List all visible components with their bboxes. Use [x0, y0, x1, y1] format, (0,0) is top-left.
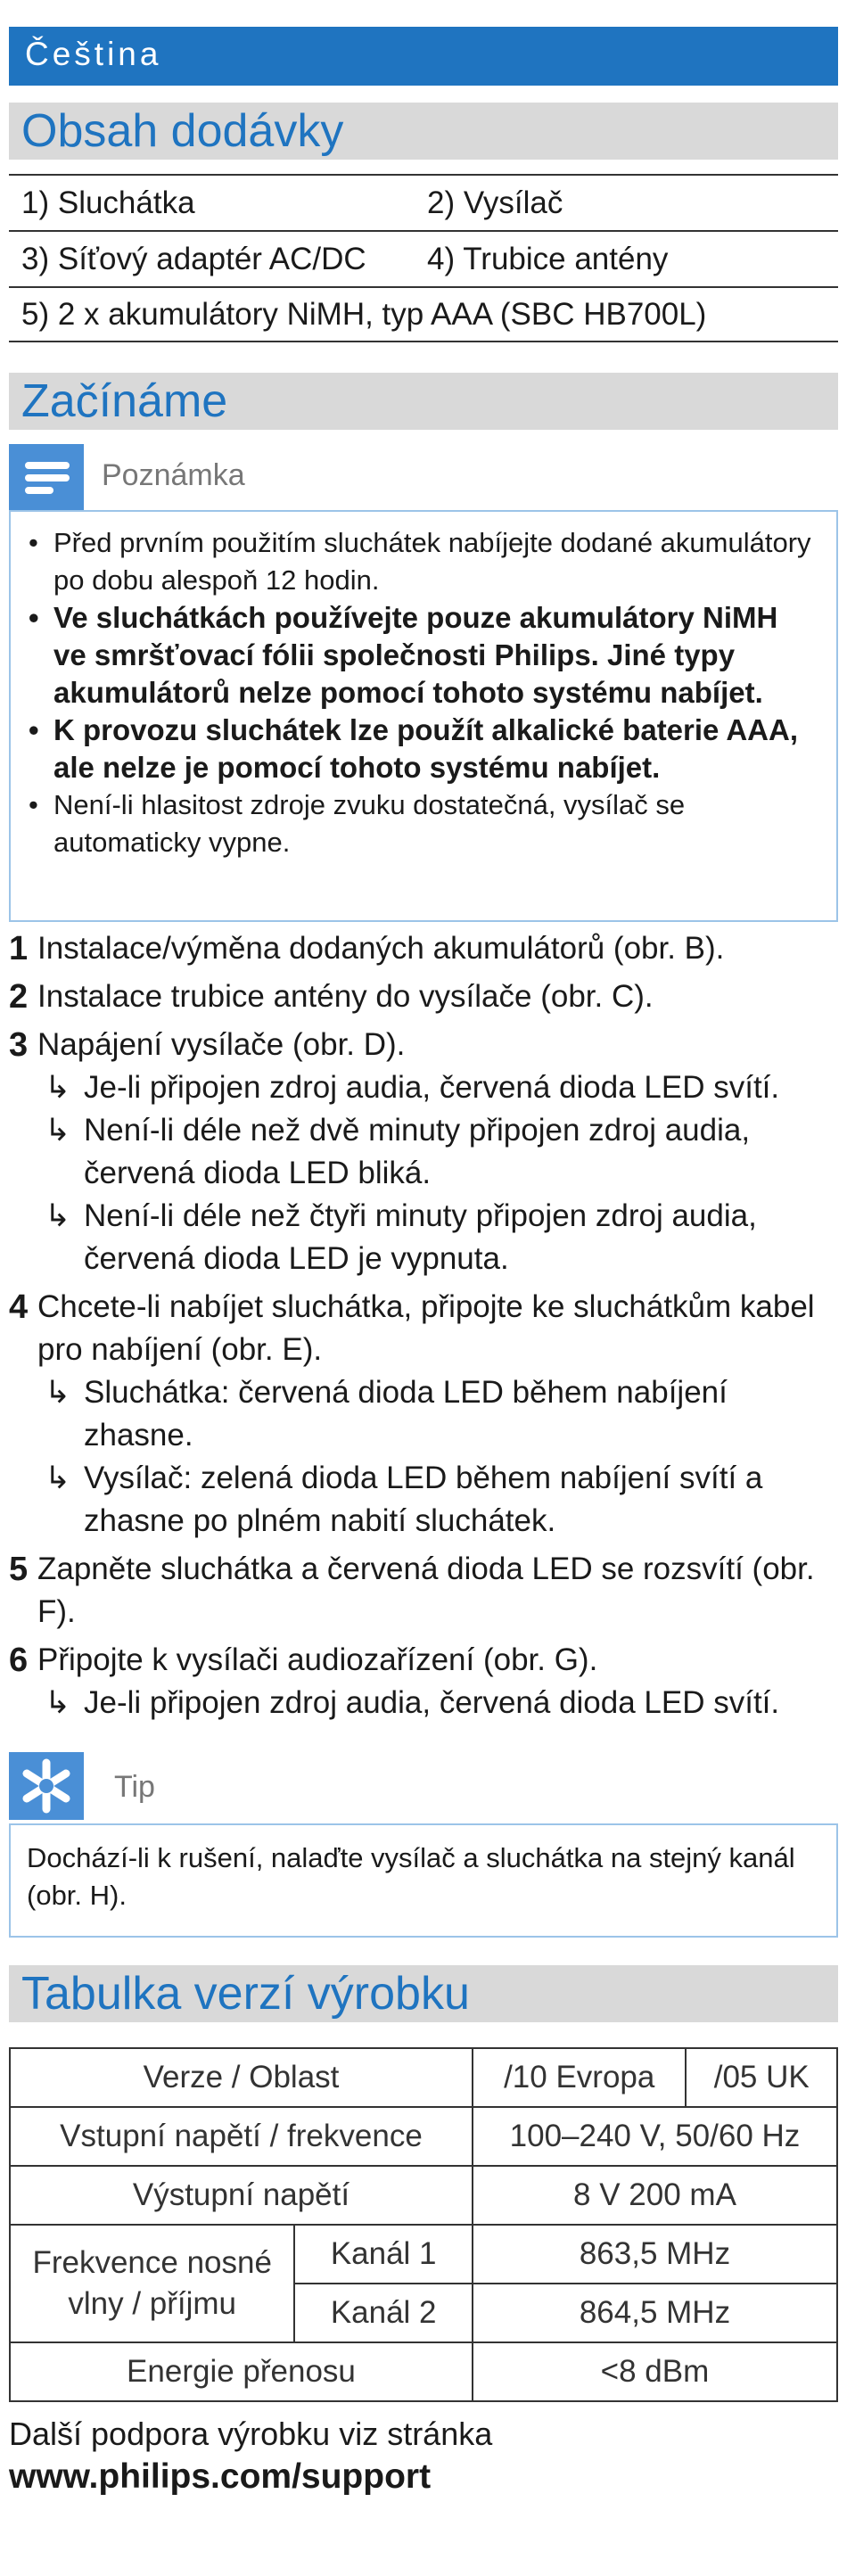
step-result [9, 1682, 838, 1724]
result-arrow-icon: ↳ [45, 1461, 71, 1495]
table-cell: Frekvence nosné vlny / příjmu [10, 2225, 294, 2342]
contents-item: 4) Trubice antény [427, 241, 669, 276]
support-text: Další podpora výrobku viz stránka [9, 2416, 493, 2452]
table-cell: Verze / Oblast [10, 2048, 473, 2107]
table-cell: <8 dBm [473, 2342, 837, 2401]
table-cell: 863,5 MHz [473, 2225, 837, 2284]
result-arrow-icon: ↳ [45, 1070, 71, 1105]
contents-row [9, 286, 838, 342]
contents-row [9, 174, 838, 230]
result-text: Není-li déle než čtyři minuty připojen zdroj audia, červená dioda LED je vypnuta. [84, 1198, 757, 1276]
step-number: 5 [9, 1551, 29, 1588]
contents-row [9, 230, 838, 286]
table-cell: /05 UK [686, 2048, 837, 2107]
note-box [9, 510, 838, 922]
setup-steps [9, 927, 838, 1724]
step [9, 927, 838, 970]
step-number: 4 [9, 1288, 29, 1326]
step-number: 3 [9, 1026, 29, 1064]
table-cell: Energie přenosu [10, 2342, 473, 2401]
table-row [10, 2166, 837, 2225]
step-text: Napájení vysílače (obr. D). [37, 1027, 406, 1062]
result-text: Je-li připojen zdroj audia, červená dioda LED svítí. [84, 1070, 780, 1105]
table-cell: 8 V 200 mA [473, 2166, 837, 2225]
table-row [10, 2225, 837, 2284]
contents-item: 3) Síťový adaptér AC/DC [21, 241, 366, 276]
contents-item: 1) Sluchátka [21, 185, 195, 220]
step-number: 6 [9, 1642, 29, 1679]
step [9, 975, 838, 1018]
result-arrow-icon: ↳ [45, 1375, 71, 1410]
table-cell: Kanál 1 [294, 2225, 473, 2284]
step-result [9, 1066, 838, 1109]
result-arrow-icon: ↳ [45, 1198, 71, 1233]
table-cell: /10 Evropa [473, 2048, 687, 2107]
table-cell: Vstupní napětí / frekvence [10, 2107, 473, 2166]
tip-box [9, 1823, 838, 1938]
step [9, 1548, 838, 1634]
language-bar: Čeština [9, 27, 838, 86]
getting-started-heading: Začínáme [9, 373, 838, 430]
step-number: 1 [9, 930, 29, 967]
table-row [10, 2342, 837, 2401]
step [9, 1024, 838, 1066]
step-text: Zapněte sluchátka a červená dioda LED se rozsvítí (obr. F). [37, 1551, 815, 1629]
result-arrow-icon: ↳ [45, 1113, 71, 1148]
result-text: Je-li připojen zdroj audia, červená dioda LED svítí. [84, 1685, 780, 1720]
result-arrow-icon: ↳ [45, 1685, 71, 1720]
note-item: • Ve sluchátkách používejte pouze akumulátory NiMH ve smršťovací fólii společnosti Philips. Jiné typy akumulátorů nelze pomocí tohoto systému nabíjet. [27, 599, 818, 712]
versions-heading: Tabulka verzí výrobku [9, 1965, 838, 2022]
contents-item: 5) 2 x akumulátory NiMH, typ AAA (SBC HB700L) [21, 296, 707, 332]
step-result [9, 1109, 838, 1195]
version-spec-table [9, 2047, 838, 2402]
table-row [10, 2048, 837, 2107]
step-text: Připojte k vysílači audiozařízení (obr. G). [37, 1642, 598, 1677]
tip-text: Dochází-li k rušení, nalaďte vysílač a sluchátka na stejný kanál (obr. H). [27, 1842, 795, 1911]
package-contents-table [9, 174, 838, 342]
support-info [9, 2413, 492, 2498]
result-text: Není-li déle než dvě minuty připojen zdroj audia, červená dioda LED bliká. [84, 1113, 751, 1190]
contents-item: 2) Vysílač [427, 185, 563, 220]
note-item: • K provozu sluchátek lze použít alkalické baterie AAA, ale nelze je pomocí tohoto systému nabíjet. [27, 712, 818, 786]
step-result [9, 1195, 838, 1280]
step [9, 1286, 838, 1371]
step-text: Instalace/výměna dodaných akumulátorů (obr. B). [37, 931, 725, 966]
step-result [9, 1371, 838, 1457]
note-item: • Není-li hlasitost zdroje zvuku dostatečná, vysílač se automaticky vypne. [27, 786, 818, 861]
tip-label: Tip [114, 1770, 155, 1804]
table-cell: 100–240 V, 50/60 Hz [473, 2107, 837, 2166]
result-text: Vysílač: zelená dioda LED během nabíjení svítí a zhasne po plném nabití sluchátek. [84, 1461, 763, 1538]
step-number: 2 [9, 978, 29, 1016]
tip-icon [9, 1752, 84, 1820]
step-result [9, 1457, 838, 1543]
table-cell: Výstupní napětí [10, 2166, 473, 2225]
support-link[interactable]: www.philips.com/support [9, 2457, 432, 2496]
note-icon [9, 444, 84, 512]
table-row [10, 2107, 837, 2166]
step-text: Instalace trubice antény do vysílače (obr. C). [37, 979, 654, 1014]
result-text: Sluchátka: červená dioda LED během nabíjení zhasne. [84, 1375, 728, 1453]
note-label: Poznámka [102, 458, 245, 492]
note-item: • Před prvním použitím sluchátek nabíjejte dodané akumulátory po dobu alespoň 12 hodin. [27, 524, 818, 599]
step [9, 1639, 838, 1682]
table-cell: 864,5 MHz [473, 2284, 837, 2342]
step-text: Chcete-li nabíjet sluchátka, připojte ke sluchátkům kabel pro nabíjení (obr. E). [37, 1289, 815, 1367]
contents-heading: Obsah dodávky [9, 103, 838, 160]
table-cell: Kanál 2 [294, 2284, 473, 2342]
